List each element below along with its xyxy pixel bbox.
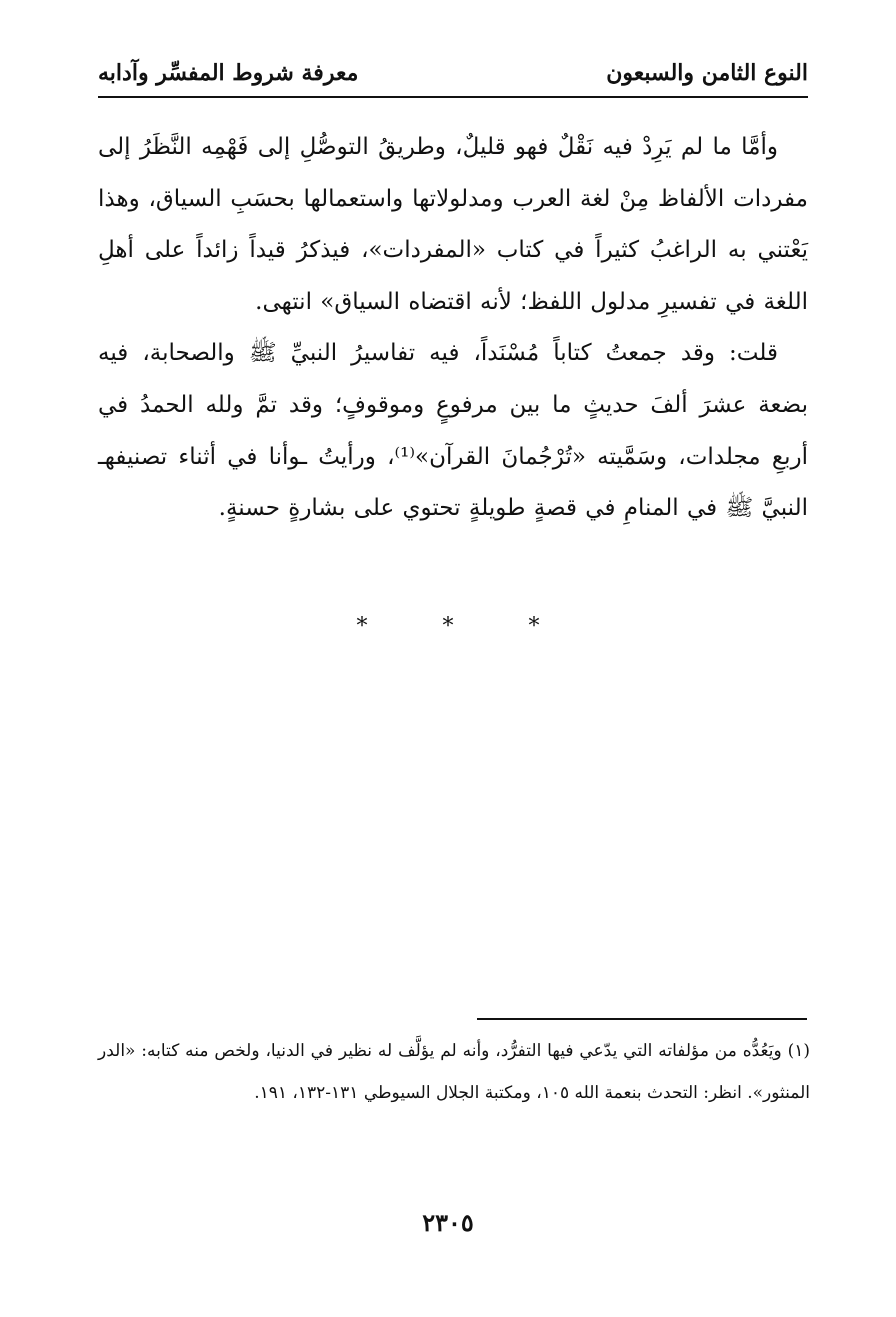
- chapter-title: النوع الثامن والسبعون: [606, 60, 808, 86]
- paragraph-1: وأمَّا ما لم يَرِدْ فيه نَقْلٌ فهو قليلٌ، وطريقُ التوصُّلِ إلى فَهْمِه النَّظَرُ إلى مفردات الألفاظ مِنْ لغة العرب ومدلولاتها واستعمالها بحسَبِ السياق، وهذا يَعْتني به الراغبُ كثيراً في كتاب «المفردات»، فيذكرُ قيداً زائداً على أهلِ اللغة في تفسيرِ مدلول اللفظ؛ لأنه اقتضاه السياق» انتهى.: [98, 134, 808, 315]
- section-title: معرفة شروط المفسِّر وآدابه: [98, 60, 359, 86]
- running-header: [98, 52, 808, 98]
- page-number: ٢٣٠٥: [422, 1208, 474, 1237]
- main-text: [98, 122, 808, 535]
- paragraph-2: قلت: وقد جمعتُ كتاباً مُسْنَداً، فيه تفاسيرُ النبيِّ ﷺ والصحابة، فيه بضعة عشرَ ألفَ حديثٍ ما بين مرفوعٍ وموقوفٍ؛ وقد تمَّ ولله الحمدُ في أربعِ مجلدات، وسَمَّيته «تُرْجُمانَ القرآن»⁽¹⁾، ورأيتُ ـوأنا في أثناء تصنيفهـ النبيَّ ﷺ في المنامِ في قصةٍ طويلةٍ تحتوي على بشارةٍ حسنةٍ.: [98, 340, 808, 522]
- footnote: (١) ويَعُدُّه من مؤلفاته التي يدّعي فيها التفرُّد، وأنه لم يؤلَّف له نظير في الدنيا، ولخص منه كتابه: «الدر المنثور». انظر: التحدث بنعمة الله ١٠٥، ومكتبة الجلال السيوطي ١٣١-١٣٢، ١٩١.: [98, 1041, 810, 1103]
- section-separator: * * *: [356, 614, 574, 639]
- footnote-divider: [477, 1018, 807, 1020]
